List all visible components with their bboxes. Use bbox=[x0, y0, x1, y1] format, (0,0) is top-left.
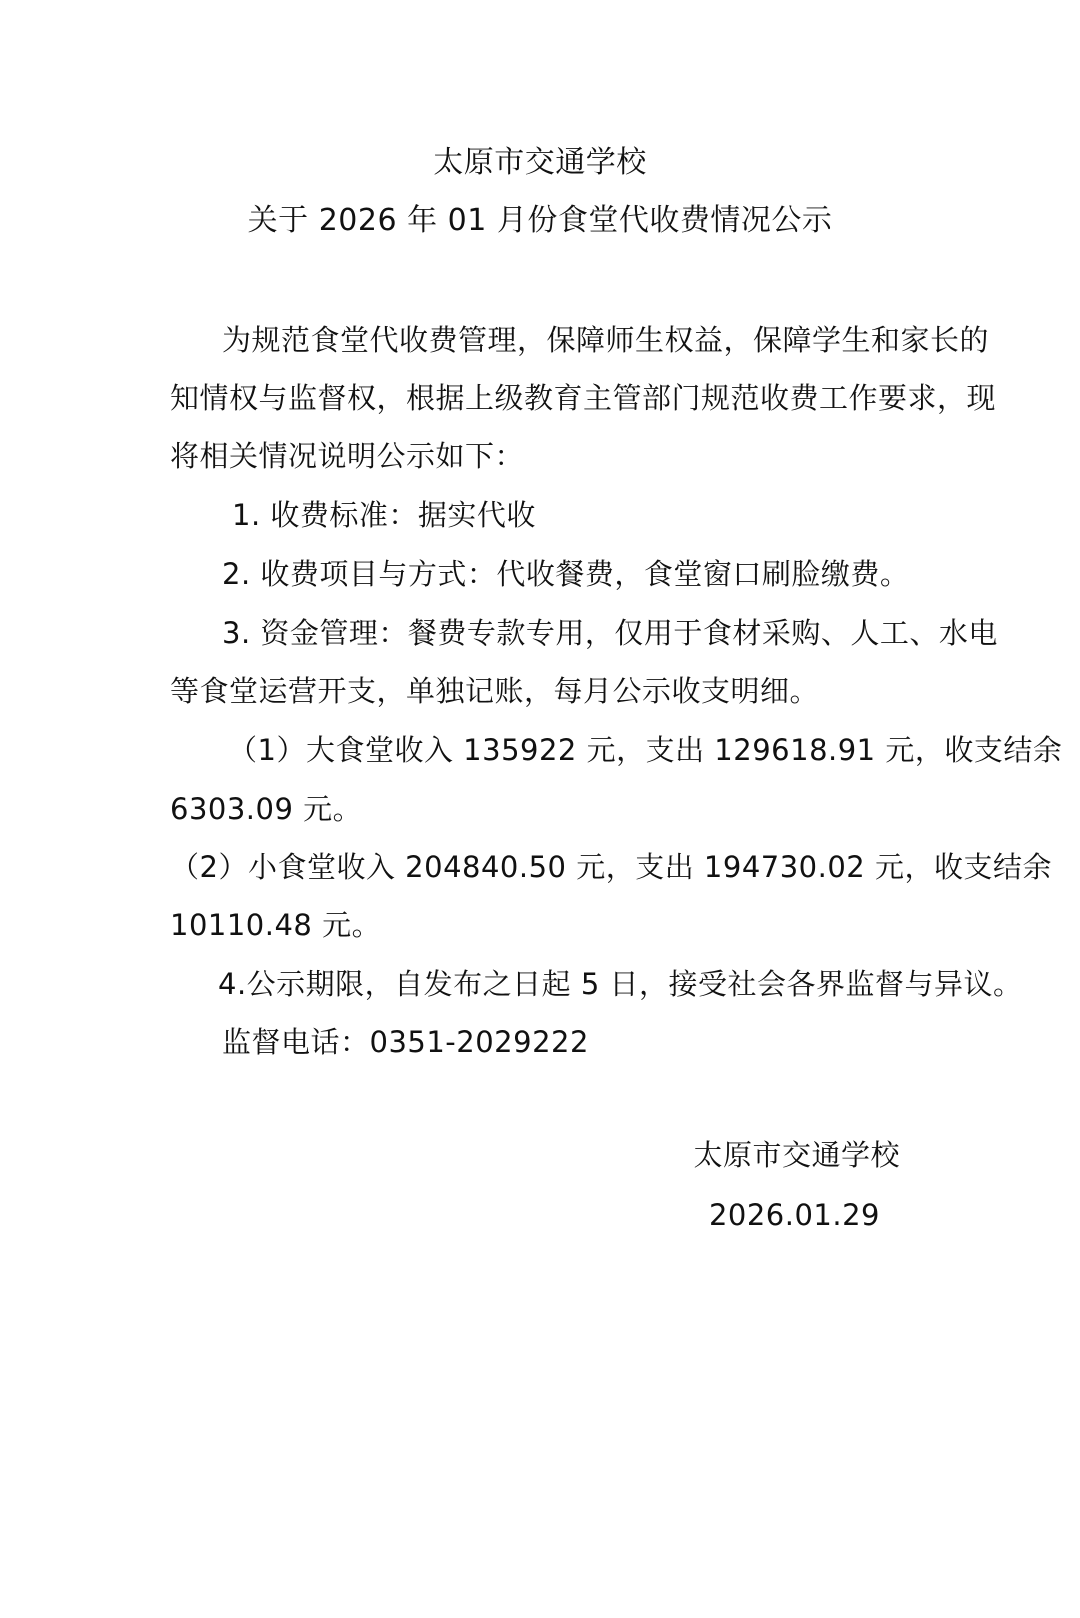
supervision-hotline: 监督电话：0351-2029222 bbox=[222, 1025, 589, 1059]
school-name-heading: 太原市交通学校 bbox=[433, 145, 647, 180]
item-notice-period: 4.公示期限，自发布之日起 5 日，接受社会各界监督与异议。 bbox=[218, 967, 1023, 1001]
intro-text-line-1: 为规范食堂代收费管理，保障师生权益，保障学生和家长的 bbox=[222, 323, 990, 357]
item-charge-method: 2. 收费项目与方式：代收餐费，食堂窗口刷脸缴费。 bbox=[222, 557, 910, 591]
item-fund-management-line-2: 等食堂运营开支，单独记账，每月公示收支明细。 bbox=[170, 674, 820, 708]
small-canteen-line-1: （2）小食堂收入 204840.50 元，支出 194730.02 元，收支结余 bbox=[170, 850, 1052, 884]
big-canteen-line-2: 6303.09 元。 bbox=[170, 792, 363, 826]
intro-text-line-2: 知情权与监督权，根据上级教育主管部门规范收费工作要求，现 bbox=[170, 381, 997, 415]
signature-organization: 太原市交通学校 bbox=[693, 1138, 900, 1172]
item-charge-standard: 1. 收费标准：据实代收 bbox=[232, 498, 536, 532]
small-canteen-line-2: 10110.48 元。 bbox=[170, 908, 382, 942]
signature-date: 2026.01.29 bbox=[708, 1198, 880, 1232]
intro-text-line-3: 将相关情况说明公示如下： bbox=[170, 439, 525, 473]
item-fund-management-line-1: 3. 资金管理：餐费专款专用，仅用于食材采购、人工、水电 bbox=[222, 616, 998, 650]
big-canteen-line-1: （1）大食堂收入 135922 元，支出 129618.91 元，收支结余 bbox=[228, 733, 1063, 767]
notice-title: 关于 2026 年 01 月份食堂代收费情况公示 bbox=[247, 203, 833, 238]
